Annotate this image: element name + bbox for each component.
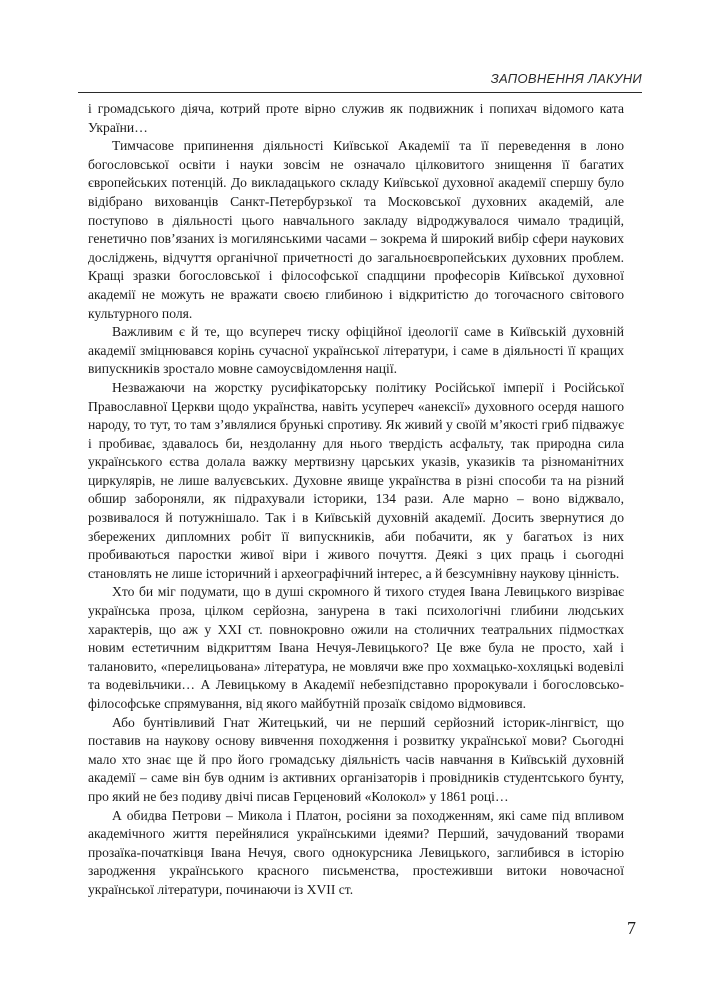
paragraph: Або бунтівливий Гнат Житецький, чи не перший серйозний історик-лінгвіст, що поставив на наукову основу вивчення походження і розвитку української мови? Сьогодні мало хто знає ще й про його громадську діяльність часів навчання в Київській духовній академії – саме він був одним із активних організаторів і провідників студентського бунту, про який не без подиву двічі писав Герценовий «Колокол» у 1861 році… (88, 714, 624, 804)
paragraph: Хто би міг подумати, що в душі скромного й тихого студея Івана Левицького визріває українська проза, цілком серйозна, занурена в такі психологічні глибини людських характерів, що аж у ХХІ ст. повнокровно ожили на столичних театральних підмостках новим естетичним відкриттям Івана Нечуя-Левицького? Це вже була не просто, хай і талановито, «перелицьована» література, не мовлячи вже про хохмацько-хохляцькі водевілі та водевільчики… А Левицькому в Академії небезпідставно пророкували і богословсько-філософське спрямування, від якого майбутній прозаїк свідомо відмовився. (88, 584, 624, 711)
paragraph: А обидва Петрови – Микола і Платон, росіяни за походженням, які саме під впливом академічного життя перейнялися українськими ідеями? Перший, зачудований творами прозаїка-початківця Івана Нечуя, свого однокурсника Левицького, заглибився в історію зародження українського красного письменства, простеживши витоки новочасної української літератури, починаючи із XVII ст. (88, 807, 624, 897)
paragraph: Важливим є й те, що всупереч тиску офіційної ідеології саме в Київській духовній академії зміцнювався корінь сучасної української літератури, і саме в діяльності її кращих випускників зростало мовне самоусвідомлення нації. (88, 324, 624, 377)
paragraph: Незважаючи на жорстку русифікаторську політику Російської імперії і Російської Православної Церкви щодо українства, навіть усупереч «анексії» духовного осердя нашого народу, то тут, то там з’являлися брунькі спротиву. Як живий у своїй м’якості гриб підважує і пробиває, здавалось би, нездоланну для нього твердість асфальту, так природна сила українського єства долала важку мертвизну царських указів, указиків та різноманітних циркулярів, не лише валуєвських. Духовне явище українства в різні способи та на різний обшир забороняли, як підрахували історики, 134 рази. Але марно – воно віджвало, розвивалося й потужнішало. Так і в Київській духовній академії. Досить звернутися до збережених дипломних робіт її випускників, аби побачити, як у багатьох із них пробиваються паростки живої віри і живого почуття. Деякі з цих праць і сьогодні становлять не лише історичний і археографічний інтерес, а й безсумнівну наукову цінність. (88, 379, 624, 581)
paragraph: Тимчасове припинення діяльності Київської Академії та її переведення в лоно богословської освіти і науки зовсім не означало цілковитого знищення її багатих європейських потенцій. До викладацького складу Київської духовної академії спершу було відібрано вихованців Санкт-Петербурзької та Московської духовних академій, але поступово в діяльності цього навчального закладу відроджувалося чимало традицій, генетично пов’язаних із могилянськими часами – зокрема й широкий вибір сфери наукових досліджень, відчуття органічної причетності до загальноєвропейських духовних проблем. Кращі зразки богословської і філософської спадщини професорів Київської духовної академії не можуть не вражати своєю глибиною і відкритістю до тогочасного світового культурного поля. (88, 138, 624, 321)
body-text (88, 100, 624, 900)
page-header (78, 66, 642, 93)
paragraph: і громадського діяча, котрий проте вірно служив як подвижник і попихач відомого ката України… (88, 101, 624, 135)
running-head: ЗАПОВНЕННЯ ЛАКУНИ (490, 71, 642, 86)
page-number: 7 (627, 918, 636, 938)
